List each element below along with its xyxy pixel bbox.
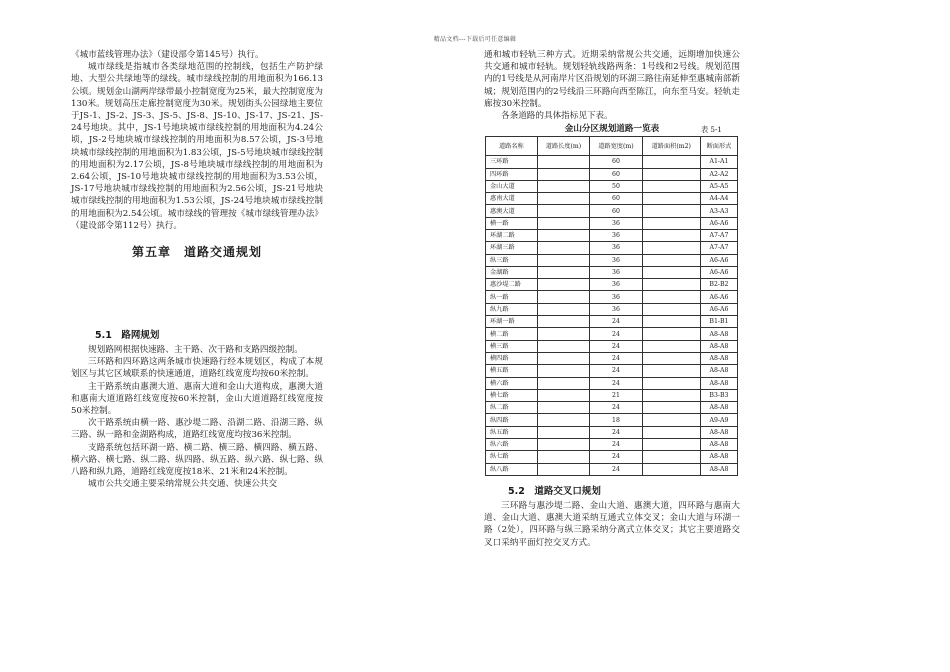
table-header-row	[486, 137, 738, 156]
table-cell: 金山大道	[486, 180, 538, 192]
header-road-name: 道路名称	[486, 137, 538, 156]
table-cell: 24	[590, 439, 642, 451]
table-cell: 60	[590, 168, 642, 180]
table-cell: A8-A8	[700, 426, 737, 438]
table-cell: 纵三路	[486, 254, 538, 266]
table-cell: 环湖一路	[486, 316, 538, 328]
table-cell	[642, 365, 700, 377]
table-cell: 24	[590, 402, 642, 414]
paragraph: 支路系统包括环湖一路、横二路、横三路、横四路、横五路、横六路、横七路、纵二路、纵四路、纵五路、纵六路、纵七路、纵八路和纵九路，道路红线宽度按18米、21米和24米控制。	[71, 442, 323, 478]
table-cell: A8-A8	[700, 463, 737, 475]
table-cell: 横一路	[486, 217, 538, 229]
table-cell	[537, 340, 589, 352]
table-cell: 纵六路	[486, 439, 538, 451]
table-row	[486, 328, 738, 340]
table-row	[486, 340, 738, 352]
table-cell: B1-B1	[700, 316, 737, 328]
table-row	[486, 414, 738, 426]
table-cell	[642, 303, 700, 315]
table-cell: 横四路	[486, 352, 538, 364]
paragraph: 城市绿线是指城市各类绿地范围的控制线，包括生产防护绿地、大型公共绿地等的绿线。城市绿线控制的用地面积为166.13公顷。规划金山湖两岸绿带最小控制宽度为25米，最大控制宽度为130米。规划高压走廊控制宽度为30米。规划街头公园绿地主要位于JS-1、JS-2、JS-3、JS-5、JS-8、JS-10、JS-17、JS-21、JS-24号地块。其中，JS-1号地块城市绿线控制的用地面积为4.24公顷，JS-2号地块城市绿线控制的用地面积为8.57公顷，JS-3号地块城市绿线控制的用地面积为1.83公顷，JS-5号地块城市绿线控制的用地面积为2.17公顷，JS-8号地块城市绿线控制的用地面积为2.64公顷，JS-10号地块城市绿线控制的用地面积为3.53公顷，JS-17号地块城市绿线控制的用地面积为2.56公顷，JS-21号地块城市绿线控制的用地面积为1.53公顷，JS-24号地块城市绿线控制的用地面积为2.54公顷。城市绿线的管理按《城市绿线管理办法》（建设部令第112号）执行。	[71, 62, 323, 231]
table-row	[486, 463, 738, 475]
table-row	[486, 156, 738, 168]
section-title: 5.2 道路交叉口规划	[508, 485, 601, 497]
table-cell: 横六路	[486, 377, 538, 389]
table-title: 金山分区规划道路一览表	[564, 124, 660, 135]
table-cell: A8-A8	[700, 377, 737, 389]
paragraph: 主干路系统由惠澳大道、惠南大道和金山大道构成，惠澳大道和惠南大道道路红线宽度按60米控制，金山大道道路红线宽度按50米控制。	[71, 381, 323, 417]
table-cell	[537, 156, 589, 168]
table-cell: 60	[590, 193, 642, 205]
table-cell: B2-B2	[700, 279, 737, 291]
table-cell: 惠沙堤二路	[486, 279, 538, 291]
table-row	[486, 389, 738, 401]
table-cell: A6-A6	[700, 254, 737, 266]
left-column	[71, 49, 323, 490]
table-cell	[642, 254, 700, 266]
table-cell: A6-A6	[700, 266, 737, 278]
table-cell: 24	[590, 316, 642, 328]
table-cell	[537, 414, 589, 426]
table-cell	[642, 389, 700, 401]
table-cell	[537, 217, 589, 229]
table-cell	[537, 426, 589, 438]
table-cell: 纵九路	[486, 303, 538, 315]
table-cell: 36	[590, 217, 642, 229]
table-cell	[642, 316, 700, 328]
table-cell: A1-A1	[700, 156, 737, 168]
table-cell: 纵二路	[486, 402, 538, 414]
table-cell	[537, 230, 589, 242]
table-row	[486, 451, 738, 463]
table-cell: A5-A5	[700, 180, 737, 192]
table-cell: 横七路	[486, 389, 538, 401]
table-cell: 36	[590, 291, 642, 303]
table-body	[486, 156, 738, 476]
table-cell: 横三路	[486, 340, 538, 352]
table-cell: A8-A8	[700, 439, 737, 451]
table-cell: B3-B3	[700, 389, 737, 401]
road-table	[485, 136, 738, 476]
table-cell: 纵一路	[486, 291, 538, 303]
table-cell: 纵四路	[486, 414, 538, 426]
table-cell: 21	[590, 389, 642, 401]
table-cell: A6-A6	[700, 303, 737, 315]
table-cell: 50	[590, 180, 642, 192]
table-cell	[537, 254, 589, 266]
table-cell	[642, 242, 700, 254]
paragraph: 各条道路的具体指标见下表。	[501, 111, 613, 122]
table-cell: 24	[590, 426, 642, 438]
table-cell	[537, 193, 589, 205]
table-cell: 36	[590, 266, 642, 278]
table-cell: 24	[590, 352, 642, 364]
table-row	[486, 316, 738, 328]
table-cell: 60	[590, 205, 642, 217]
paragraph: 通和城市轻轨三种方式。近期采纳常规公共交通，远期增加快速公共交通和城市轻轨。规划轻轨线路两条：1号线和2号线。规划范围内的1号线是从河南岸片区沿规划的环湖三路往南延伸至惠城南部新城；规划范围内的2号线沿三环路向西至陈江，向东至马安。轻轨走廊按30米控制。	[484, 50, 740, 109]
table-row	[486, 230, 738, 242]
table-row	[486, 168, 738, 180]
table-cell	[537, 463, 589, 475]
table-cell	[537, 266, 589, 278]
table-cell: 横二路	[486, 328, 538, 340]
table-cell: 18	[590, 414, 642, 426]
table-cell	[642, 156, 700, 168]
table-cell	[537, 180, 589, 192]
chapter-title: 第五章 道路交通规划	[131, 245, 262, 260]
table-cell	[642, 217, 700, 229]
table-cell	[642, 402, 700, 414]
table-row	[486, 426, 738, 438]
table-cell: 纵八路	[486, 463, 538, 475]
table-cell: A8-A8	[700, 365, 737, 377]
table-cell	[537, 328, 589, 340]
table-cell	[537, 439, 589, 451]
table-cell: A8-A8	[700, 352, 737, 364]
table-cell	[537, 205, 589, 217]
paragraph: 规划路网根据快速路、主干路、次干路和支路四级控制。	[88, 345, 303, 356]
table-cell	[642, 352, 700, 364]
table-row	[486, 279, 738, 291]
table-cell: A3-A3	[700, 205, 737, 217]
table-cell: 三环路	[486, 156, 538, 168]
table-row	[486, 205, 738, 217]
table-cell	[642, 451, 700, 463]
table-cell: 纵五路	[486, 426, 538, 438]
table-cell	[642, 205, 700, 217]
table-cell: A2-A2	[700, 168, 737, 180]
blank-space	[71, 266, 323, 328]
table-cell: 24	[590, 377, 642, 389]
table-cell	[537, 168, 589, 180]
header-section-type: 断面形式	[700, 137, 737, 156]
header-road-width: 道路宽度(m)	[590, 137, 642, 156]
table-cell	[642, 414, 700, 426]
section-title: 5.1 路网规划	[95, 330, 160, 342]
table-cell: 24	[590, 451, 642, 463]
table-cell: 24	[590, 340, 642, 352]
paragraph: 《城市蓝线管理办法》（建设部令第145号）执行。	[71, 50, 264, 60]
table-cell	[642, 230, 700, 242]
table-cell: A8-A8	[700, 402, 737, 414]
paragraph: 城市公共交通主要采纳常规公共交通、快速公共交	[88, 479, 278, 490]
table-row	[486, 352, 738, 364]
table-cell: 36	[590, 242, 642, 254]
table-cell	[537, 316, 589, 328]
table-cell: 24	[590, 365, 642, 377]
table-row	[486, 365, 738, 377]
table-cell	[642, 340, 700, 352]
table-cell: 24	[590, 463, 642, 475]
table-cell: 惠南大道	[486, 193, 538, 205]
table-cell	[537, 451, 589, 463]
table-cell: A4-A4	[700, 193, 737, 205]
table-row	[486, 377, 738, 389]
table-cell: 四环路	[486, 168, 538, 180]
table-cell	[642, 180, 700, 192]
paragraph: 三环路与惠沙堤二路、金山大道、惠澳大道，四环路与惠南大道、金山大道、惠澳大道采纳互通式立体交叉；金山大道与环湖一路（2处），四环路与纵三路采纳分离式立体交叉；其它主要道路交叉口采纳平面灯控交叉方式。	[484, 500, 740, 548]
table-cell	[537, 377, 589, 389]
paragraph: 次干路系统由横一路、惠沙堤二路、沿湖二路、沿湖三路、纵三路、纵一路和金湖路构成，道路红线宽度均按36米控制。	[71, 418, 323, 441]
table-cell: 36	[590, 279, 642, 291]
table-cell: 环湖二路	[486, 230, 538, 242]
table-row	[486, 254, 738, 266]
table-row	[486, 266, 738, 278]
table-cell	[642, 439, 700, 451]
table-cell: A8-A8	[700, 451, 737, 463]
table-cell	[537, 279, 589, 291]
header-road-area: 道路面积(m2)	[642, 137, 700, 156]
table-cell: 36	[590, 303, 642, 315]
table-caption	[484, 123, 740, 136]
table-cell	[537, 242, 589, 254]
table-cell	[642, 328, 700, 340]
table-cell: A8-A8	[700, 340, 737, 352]
table-row	[486, 242, 738, 254]
right-column	[484, 49, 740, 549]
table-cell: 36	[590, 254, 642, 266]
table-row	[486, 291, 738, 303]
table-cell	[537, 352, 589, 364]
table-cell: A6-A6	[700, 217, 737, 229]
page-header: 精品文档---下载后可任意编辑	[433, 36, 517, 43]
table-cell: A8-A8	[700, 328, 737, 340]
table-row	[486, 217, 738, 229]
paragraph: 三环路和四环路这两条城市快速路行经本规划区，构成了本规划区与其它区域联系的快速通道，道路红线宽度均按60米控制。	[71, 357, 323, 380]
table-cell: A6-A6	[700, 291, 737, 303]
table-cell: 纵七路	[486, 451, 538, 463]
header-road-length: 道路长度(m)	[537, 137, 589, 156]
table-cell	[642, 426, 700, 438]
table-cell: 24	[590, 328, 642, 340]
table-cell	[642, 266, 700, 278]
table-number: 表 5-1	[700, 125, 722, 135]
table-cell	[642, 193, 700, 205]
table-row	[486, 180, 738, 192]
table-cell	[642, 279, 700, 291]
table-cell: 金湖路	[486, 266, 538, 278]
table-cell: A7-A7	[700, 242, 737, 254]
table-row	[486, 303, 738, 315]
table-cell: 横五路	[486, 365, 538, 377]
table-cell	[537, 389, 589, 401]
table-row	[486, 439, 738, 451]
table-cell	[642, 168, 700, 180]
table-cell: 60	[590, 156, 642, 168]
table-cell: 惠澳大道	[486, 205, 538, 217]
table-cell: A7-A7	[700, 230, 737, 242]
table-cell: 环湖三路	[486, 242, 538, 254]
table-cell: A9-A9	[700, 414, 737, 426]
table-cell	[642, 291, 700, 303]
table-cell	[537, 303, 589, 315]
table-cell	[537, 291, 589, 303]
table-cell: 36	[590, 230, 642, 242]
table-cell	[537, 365, 589, 377]
table-cell	[537, 402, 589, 414]
table-cell	[642, 463, 700, 475]
table-row	[486, 402, 738, 414]
table-row	[486, 193, 738, 205]
table-cell	[642, 377, 700, 389]
